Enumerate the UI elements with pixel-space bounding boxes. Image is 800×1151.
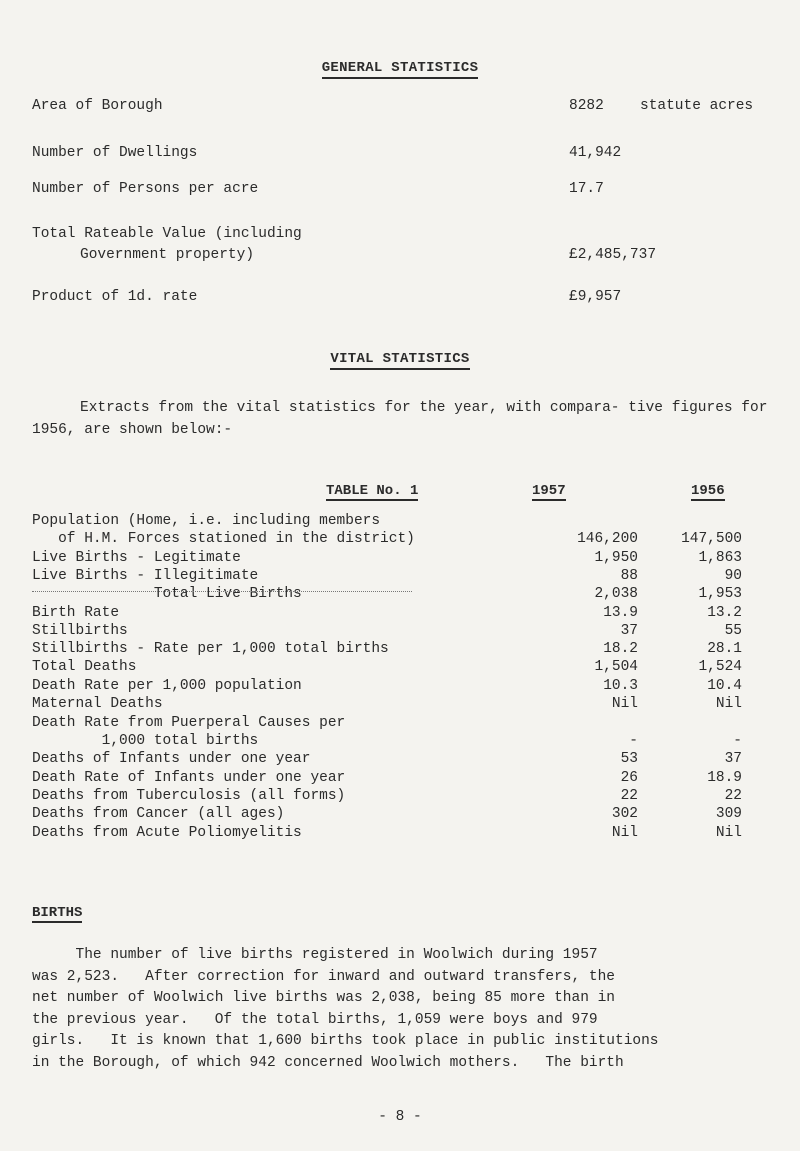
- table-row-label: Stillbirths - Rate per 1,000 total births: [32, 641, 389, 657]
- table-cell-1957: 1,504: [594, 659, 638, 675]
- stat-label: Number of Persons per acre: [32, 181, 259, 197]
- table-cell-1956: 90: [724, 568, 742, 584]
- table-cell-1956: -: [733, 733, 742, 749]
- table-col-1956: [691, 483, 725, 499]
- table-row: [32, 622, 772, 640]
- table-row-label: Maternal Deaths: [32, 696, 163, 712]
- table-row: [32, 824, 772, 842]
- stat-label: Product of 1d. rate: [32, 289, 198, 305]
- table-row-label: Deaths of Infants under one year: [32, 751, 311, 767]
- table-cell-1956: Nil: [715, 696, 742, 712]
- table-cell-1956: 10.4: [707, 678, 742, 694]
- table-row: [32, 769, 772, 787]
- table-cell-1956: 1,863: [698, 550, 742, 566]
- table-cell-1957: Nil: [611, 825, 638, 841]
- table-row: [32, 549, 772, 567]
- table-cell-1956: 309: [715, 806, 742, 822]
- table-cell-1957: 26: [620, 770, 638, 786]
- table-row: [32, 787, 772, 805]
- table-cell-1956: 147,500: [681, 531, 742, 547]
- table-row-label: Stillbirths: [32, 623, 128, 639]
- births-line: net number of Woolwich live births was 2,038, being 85 more than in: [32, 990, 615, 1007]
- stat-label-continued: Government property): [80, 247, 255, 263]
- page-number: - 8 -: [378, 1109, 422, 1125]
- table-cell-1957: 13.9: [603, 605, 638, 621]
- stat-value: 8282: [569, 98, 604, 114]
- table-row: [32, 677, 772, 695]
- births-heading-text: BIRTHS: [32, 905, 83, 921]
- vital-statistics-heading-text: VITAL STATISTICS: [330, 351, 469, 370]
- table-row: [32, 805, 772, 823]
- table-cell-1956: 18.9: [707, 770, 742, 786]
- table-cell-1956: 28.1: [707, 641, 742, 657]
- stat-unit: statute acres: [640, 98, 754, 114]
- table-title-text: TABLE No. 1: [326, 483, 419, 499]
- table-cell-1956: 1,524: [698, 659, 742, 675]
- table-cell-1957: 146,200: [577, 531, 638, 547]
- table-cell-1957: 22: [620, 788, 638, 804]
- table-row-label: Live Births - Legitimate: [32, 550, 241, 566]
- table-cell-1956: 55: [724, 623, 742, 639]
- table-cell-1957: 302: [611, 806, 638, 822]
- table-row: [32, 585, 772, 603]
- vital-statistics-heading: [0, 351, 800, 367]
- births-line: The number of live births registered in Woolwich during 1957: [32, 947, 598, 963]
- stat-value: 17.7: [569, 181, 604, 197]
- table-cell-1956: 13.2: [707, 605, 742, 621]
- table-row: [32, 512, 772, 530]
- stat-label: Total Rateable Value (including: [32, 226, 302, 242]
- table-cell-1957: Nil: [611, 696, 638, 712]
- table-cell-1957: 53: [620, 751, 638, 767]
- table-row-label: Birth Rate: [32, 605, 120, 621]
- table-col-1957: [532, 483, 566, 499]
- table-row: [32, 750, 772, 768]
- table-row-label: Population (Home, i.e. including members: [32, 513, 381, 529]
- stat-value: £2,485,737: [569, 247, 657, 263]
- table-row-label: Total Deaths: [32, 659, 137, 675]
- table-row-label: Death Rate of Infants under one year: [32, 770, 346, 786]
- table-cell-1956: Nil: [715, 825, 742, 841]
- general-statistics-heading: [0, 60, 800, 76]
- table-row-label: Death Rate per 1,000 population: [32, 678, 302, 694]
- vital-intro: Extracts from the vital statistics for the year, with compara- tive figures for 1956, are shown below:-: [32, 400, 768, 438]
- table-cell-1957: 2,038: [594, 586, 638, 602]
- table-cell-1956: 22: [724, 788, 742, 804]
- table-cell-1956: 1,953: [698, 586, 742, 602]
- stat-value: 41,942: [569, 145, 622, 161]
- general-statistics-heading-text: GENERAL STATISTICS: [322, 60, 479, 79]
- table-row-label: Live Births - Illegitimate: [32, 568, 259, 584]
- table-cell-1957: 1,950: [594, 550, 638, 566]
- table-divider: [32, 591, 412, 592]
- table-row: [32, 658, 772, 676]
- table-title: [326, 483, 418, 499]
- births-line: in the Borough, of which 942 concerned Woolwich mothers. The birth: [32, 1055, 624, 1071]
- table-row: [32, 640, 772, 658]
- table-row-label: 1,000 total births: [32, 733, 259, 749]
- table-row: [32, 604, 772, 622]
- table-row-label: of H.M. Forces stationed in the district): [32, 531, 415, 547]
- table-cell-1957: 88: [620, 568, 638, 584]
- stat-label: Area of Borough: [32, 98, 163, 114]
- table-row: [32, 714, 772, 732]
- stat-value: £9,957: [569, 289, 622, 305]
- births-line: girls. It is known that 1,600 births took place in public institutions: [32, 1033, 659, 1050]
- table-cell-1957: 18.2: [603, 641, 638, 657]
- stat-label: Number of Dwellings: [32, 145, 198, 161]
- table-row-label: Total Live Births: [32, 586, 302, 602]
- table-col-1957-text: 1957: [532, 483, 566, 499]
- table-cell-1957: 37: [620, 623, 638, 639]
- table-row: [32, 732, 772, 750]
- table-row-label: Deaths from Cancer (all ages): [32, 806, 285, 822]
- births-line: the previous year. Of the total births, 1,059 were boys and 979: [32, 1011, 598, 1028]
- table-row-label: Deaths from Acute Poliomyelitis: [32, 825, 302, 841]
- table-row-label: Death Rate from Puerperal Causes per: [32, 715, 346, 731]
- births-heading: [32, 905, 82, 921]
- table-cell-1956: 37: [724, 751, 742, 767]
- table-row: [32, 567, 772, 585]
- table-cell-1957: -: [629, 733, 638, 749]
- births-line: was 2,523. After correction for inward and outward transfers, the: [32, 968, 615, 985]
- table-row: [32, 530, 772, 548]
- table-col-1956-text: 1956: [691, 483, 725, 499]
- table-cell-1957: 10.3: [603, 678, 638, 694]
- table-row-label: Deaths from Tuberculosis (all forms): [32, 788, 346, 804]
- table-row: [32, 695, 772, 713]
